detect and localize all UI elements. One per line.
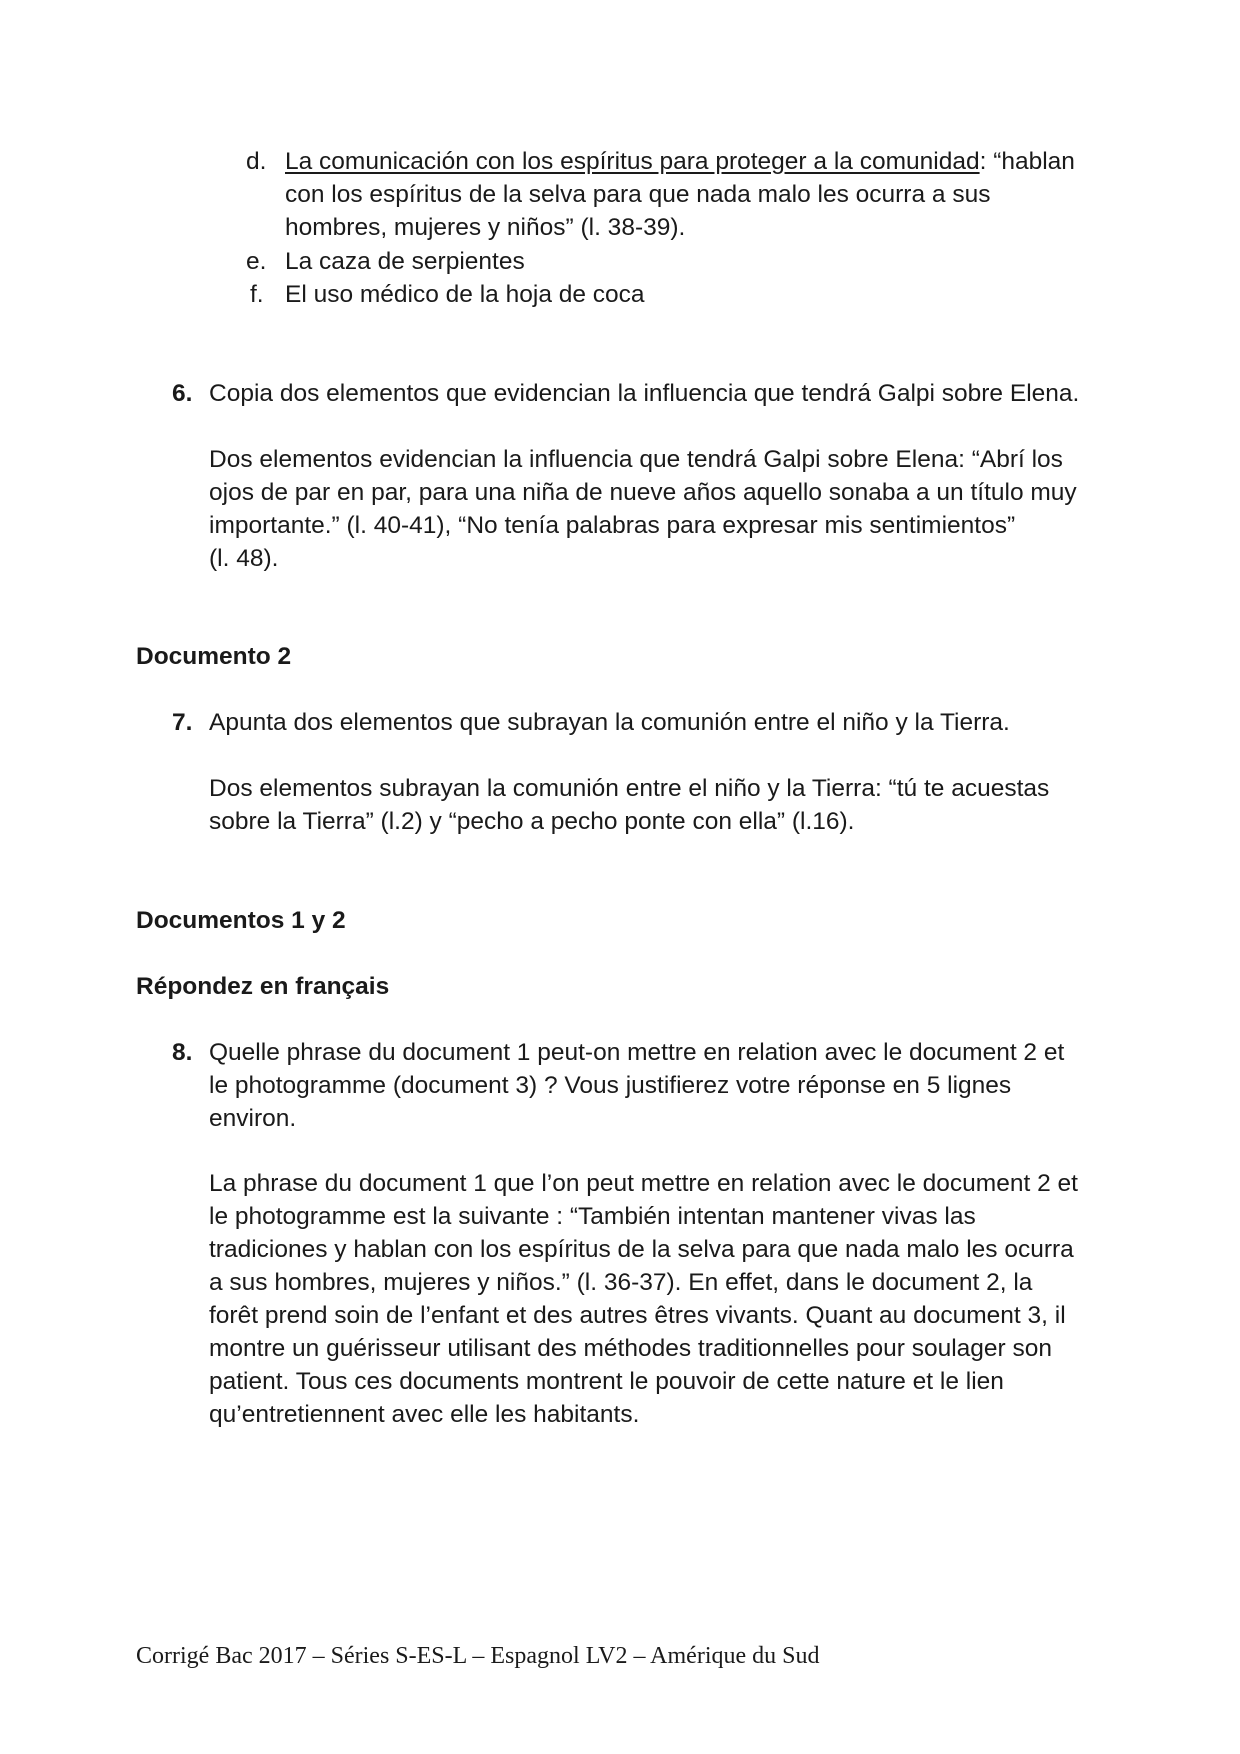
list-item-d-underlined: La comunicación con los espíritus para proteger a la comunidad [285, 148, 980, 175]
answer-7-line-1: Dos elementos subrayan la comunión entre el niño y la Tierra: “tú te acuestas [209, 775, 1050, 802]
question-8-line-1: Quelle phrase du document 1 peut-on mettre en relation avec le document 2 et [209, 1039, 1065, 1066]
list-item-letter-d: d. [246, 148, 267, 175]
answer-8-line-6: montre un guérisseur utilisant des méthodes traditionnelles pour soulager son [209, 1335, 1053, 1362]
list-item-d-line-2: con los espíritus de la selva para que nada malo les ocurra a sus [285, 181, 991, 208]
question-8-line-2: le photogramme (document 3) ? Vous justifierez votre réponse en 5 lignes [209, 1072, 1012, 1099]
question-6-text: Copia dos elementos que evidencian la influencia que tendrá Galpi sobre Elena. [209, 380, 1080, 407]
question-8-text [209, 1036, 1109, 1135]
page-footer: Corrigé Bac 2017 – Séries S-ES-L – Espagnol LV2 – Amérique du Sud [136, 1643, 820, 1669]
question-6-number: 6. [172, 380, 193, 407]
list-item-letter-e: e. [246, 248, 267, 275]
answer-6-line-1: Dos elementos evidencian la influencia que tendrá Galpi sobre Elena: “Abrí los [209, 446, 1063, 473]
list-item-d-line-1-rest: : “hablan [979, 148, 1075, 175]
heading-documento-2: Documento 2 [136, 643, 292, 670]
answer-8-line-1: La phrase du document 1 que l’on peut mettre en relation avec le document 2 et [209, 1170, 1078, 1197]
answer-8-line-3: tradiciones y hablan con los espíritus de la selva para que nada malo les ocurra [209, 1236, 1074, 1263]
answer-6-line-3: importante.” (l. 40-41), “No tenía palabras para expresar mis sentimientos” [209, 512, 1016, 539]
answer-8 [209, 1167, 1109, 1431]
heading-repondez-en-francais: Répondez en français [136, 973, 390, 1000]
answer-6 [209, 443, 1109, 575]
list-item-f: El uso médico de la hoja de coca [285, 281, 645, 308]
list-item-d-line-1 [285, 145, 1115, 178]
answer-7 [209, 772, 1109, 838]
question-8-number: 8. [172, 1039, 193, 1066]
list-item-letter-f: f. [250, 281, 264, 308]
heading-documentos-1-y-2: Documentos 1 y 2 [136, 907, 346, 934]
answer-8-line-4: a sus hombres, mujeres y niños.” (l. 36-37). En effet, dans le document 2, la [209, 1269, 1033, 1296]
answer-6-line-4: (l. 48). [209, 545, 279, 572]
answer-8-line-5: forêt prend soin de l’enfant et des autres êtres vivants. Quant au document 3, il [209, 1302, 1066, 1329]
answer-8-line-2: le photogramme est la suivante : “También intentan mantener vivas las [209, 1203, 976, 1230]
question-8-line-3: environ. [209, 1105, 297, 1132]
answer-7-line-2: sobre la Tierra” (l.2) y “pecho a pecho ponte con ella” (l.16). [209, 808, 855, 835]
list-item-d [285, 145, 1115, 244]
list-item-e: La caza de serpientes [285, 248, 525, 275]
list-item-d-line-3: hombres, mujeres y niños” (l. 38-39). [285, 214, 686, 241]
question-7-number: 7. [172, 709, 193, 736]
question-7-text: Apunta dos elementos que subrayan la comunión entre el niño y la Tierra. [209, 709, 1010, 736]
answer-8-line-7: patient. Tous ces documents montrent le pouvoir de cette nature et le lien [209, 1368, 1004, 1395]
answer-6-line-2: ojos de par en par, para una niña de nueve años aquello sonaba a un título muy [209, 479, 1077, 506]
answer-8-line-8: qu’entretiennent avec elle les habitants. [209, 1401, 640, 1428]
